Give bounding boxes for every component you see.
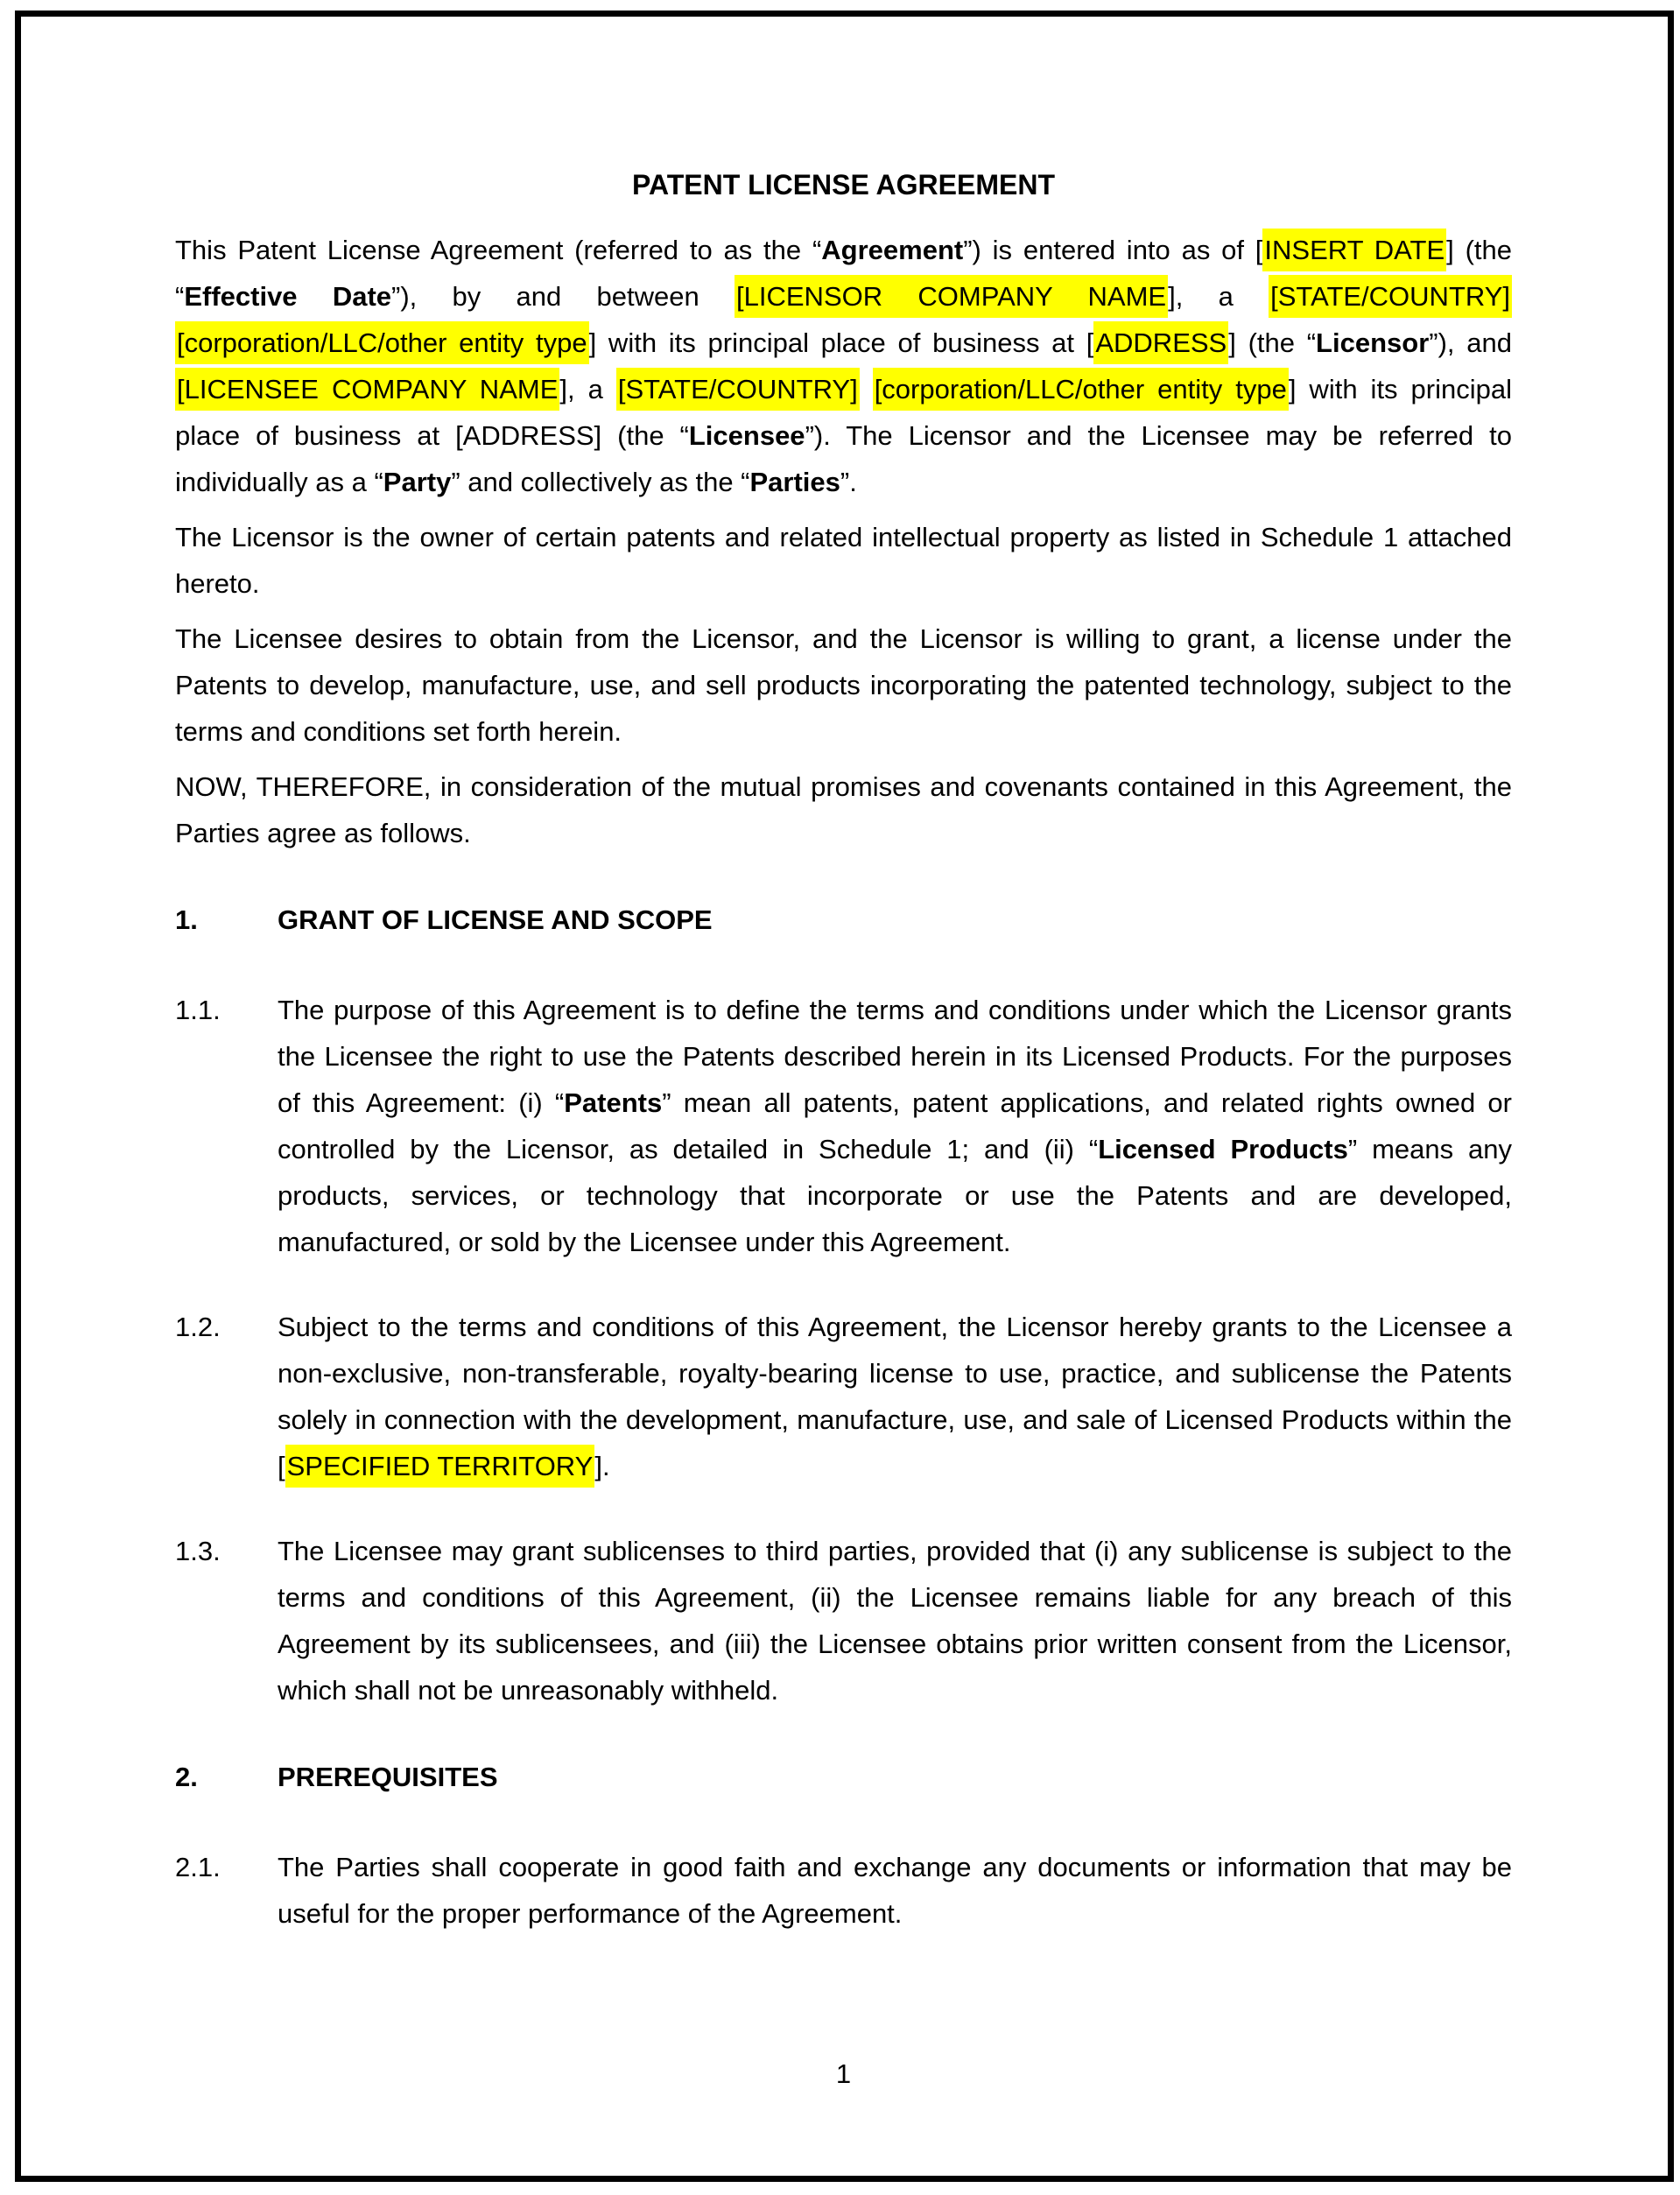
highlighted-placeholder: SPECIFIED TERRITORY	[285, 1445, 595, 1488]
bold-term: Agreement	[821, 235, 964, 265]
body-text	[278, 987, 1512, 1265]
body-text	[175, 623, 1512, 747]
body-text	[175, 522, 1512, 599]
text-run: ], a	[1168, 281, 1269, 312]
highlighted-placeholder: [STATE/COUNTRY]	[616, 368, 860, 411]
section-heading	[175, 897, 1512, 943]
bold-term: Licensed Products	[1098, 1134, 1348, 1164]
text-run: ].	[594, 1451, 610, 1481]
text-run: ”), and	[1429, 327, 1512, 358]
heading-text	[278, 1754, 1512, 1800]
text-run: ” mean all patents, patent applications, and related rights owned or controlled by the Licensor, as detailed in Schedule 1; and (ii) “	[278, 1087, 1512, 1164]
paragraph	[175, 514, 1512, 607]
highlighted-placeholder: [corporation/LLC/other entity type	[175, 321, 589, 364]
clause-number: 2.	[175, 1762, 198, 1792]
document-blocks	[175, 227, 1512, 1937]
section-heading	[175, 1754, 1512, 1800]
bold-term: Licensee	[688, 420, 805, 451]
clause-number: 1.1.	[175, 995, 221, 1025]
body-text	[175, 229, 1512, 497]
text-run: ”), by and between	[391, 281, 735, 312]
text-run: The Licensee may grant sublicenses to third parties, provided that (i) any sublicense is subject to the terms and conditions of this Agreement, (ii) the Licensee remains liable for any breach of this Agreement by its sublicensees, and (iii) the Licensee obtains prior written consent from the Licensor, which shall not be unreasonably withheld.	[278, 1536, 1512, 1706]
document-content	[175, 0, 1512, 2195]
text-run: ], a	[559, 374, 616, 405]
heading-text	[278, 897, 1512, 943]
text-run: The Parties shall cooperate in good faith and exchange any documents or information that may be useful for the proper performance of the Agreement.	[278, 1852, 1512, 1929]
text-run: NOW, THEREFORE, in consideration of the mutual promises and covenants contained in this Agreement, the Parties agree as follows.	[175, 771, 1512, 848]
text-run: The purpose of this Agreement is to define the terms and conditions under which the Licensor grants the Licensee the right to use the Patents described herein in its Licensed Products. For the purposes of this Agreement: (i) “	[278, 995, 1512, 1118]
paragraph	[175, 763, 1512, 856]
bold-term: Patents	[564, 1087, 663, 1118]
highlighted-placeholder: INSERT DATE	[1262, 229, 1446, 271]
body-text	[278, 1304, 1512, 1489]
clause-number: 1.3.	[175, 1536, 221, 1566]
text-run: ] (the “	[175, 235, 1512, 312]
text-run: ”). The Licensor and the Licensee may be referred to individually as a “	[175, 420, 1512, 497]
paragraph	[175, 227, 1512, 505]
highlighted-placeholder: ADDRESS	[1093, 321, 1228, 364]
paragraph	[175, 616, 1512, 755]
bold-term: Party	[383, 467, 452, 497]
text-run: ] (the “	[1228, 327, 1317, 358]
text-run: ] with its principal place of business at [ADDRESS] (the “	[175, 374, 1512, 451]
text-run: ” and collectively as the “	[451, 467, 750, 497]
text-run: The Licensor is the owner of certain patents and related intellectual property as listed in Schedule 1 attached hereto.	[175, 522, 1512, 599]
document-title: PATENT LICENSE AGREEMENT	[632, 169, 1055, 201]
body-text	[278, 1844, 1512, 1937]
body-text	[278, 1528, 1512, 1713]
highlighted-placeholder: [corporation/LLC/other entity type	[873, 368, 1289, 411]
text-run: PREREQUISITES	[278, 1762, 498, 1792]
text-run: GRANT OF LICENSE AND SCOPE	[278, 904, 713, 935]
highlighted-placeholder: [LICENSOR COMPANY NAME	[735, 275, 1168, 318]
text-run: This Patent License Agreement (referred to as the “	[175, 235, 822, 265]
bold-term: Effective Date	[184, 281, 392, 312]
numbered-clause	[175, 1528, 1512, 1713]
numbered-clause	[175, 1844, 1512, 1937]
numbered-clause	[175, 987, 1512, 1265]
page-number: 1	[835, 2058, 852, 2089]
highlighted-placeholder: [STATE/COUNTRY]	[1269, 275, 1512, 318]
bold-term: Licensor	[1316, 327, 1430, 358]
text-run: The Licensee desires to obtain from the Licensor, and the Licensor is willing to grant, a license under the Patents to develop, manufacture, use, and sell products incorporating the patented technology, subject to the terms and conditions set forth herein.	[175, 623, 1512, 747]
body-text	[175, 771, 1512, 848]
text-run: ”.	[840, 467, 857, 497]
text-run: ” means any products, services, or technology that incorporate or use the Patents and are developed, manufactured, or sold by the Licensee under this Agreement.	[278, 1134, 1512, 1257]
numbered-clause	[175, 1304, 1512, 1489]
text-run: ”) is entered into as of [	[963, 235, 1263, 265]
highlighted-placeholder: [LICENSEE COMPANY NAME	[175, 368, 559, 411]
clause-number: 2.1.	[175, 1852, 221, 1882]
clause-number: 1.	[175, 904, 198, 935]
text-run	[860, 374, 873, 405]
text-run: Subject to the terms and conditions of this Agreement, the Licensor hereby grants to the Licensee a non-exclusive, non-transferable, royalty-bearing license to use, practice, and sublicense the Patents solely in connection with the development, manufacture, use, and sale of Licensed Products within the [	[278, 1312, 1512, 1481]
text-run: ] with its principal place of business at [	[588, 327, 1094, 358]
clause-number: 1.2.	[175, 1312, 221, 1342]
bold-term: Parties	[749, 467, 840, 497]
